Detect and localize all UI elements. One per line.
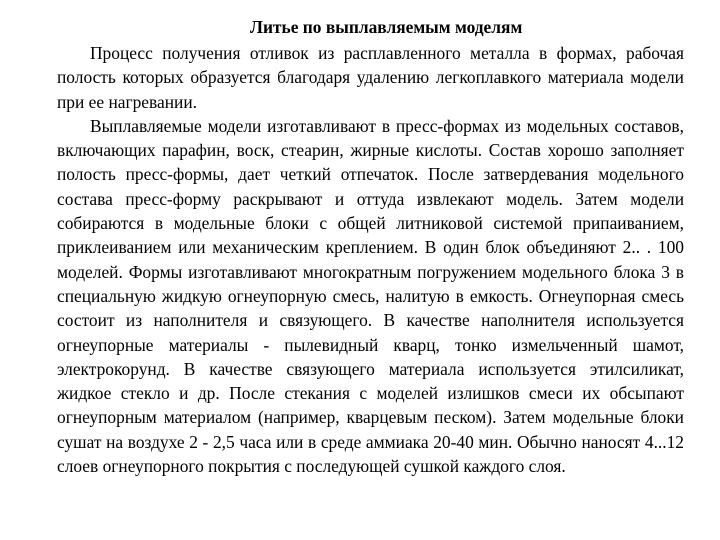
- paragraph-definition: Процесс получения отливок из расплавленного металла в формах, рабочая полость которых образуется благодаря удалению легкоплавкого материала модели при ее нагревании.: [57, 43, 684, 112]
- paragraph-process: Выплавляемые модели изготавливают в пресс-формах из модельных составов, включающих парафин, воск, стеарин, жирные кислоты. Состав хорошо заполняет полость пресс-формы, дает четкий отпечаток. После затвердевания модельного состава пресс-форму раскрывают и оттуда извлекают модель. Затем модели собираются в модельные блоки с общей литниковой системой припаиванием, приклеиванием или механическим креплением. В один блок объединяют 2.. . 100 моделей. Формы изготавливают многократным погружением модельного блока 3 в специальную жидкую огнеупорную смесь, налитую в емкость. Огнеупорная смесь состоит из наполнителя и связующего. В качестве наполнителя используется огнеупорные материалы - пылевидный кварц, тонко измельченный шамот, электрокорунд. В качестве связующего материала используется этилсиликат, жидкое стекло и др. После стекания с моделей излишков смеси их обсыпают огнеупорным материалом (например, кварцевым песком). Затем модельные блоки сушат на воздухе 2 - 2,5 часа или в среде аммиака 20-40 мин. Обычно наносят 4...12 слоев огнеупорного покрытия с последующей сушкой каждого слоя.: [57, 115, 684, 477]
- document-title: Литье по выплавляемым моделям: [250, 17, 523, 37]
